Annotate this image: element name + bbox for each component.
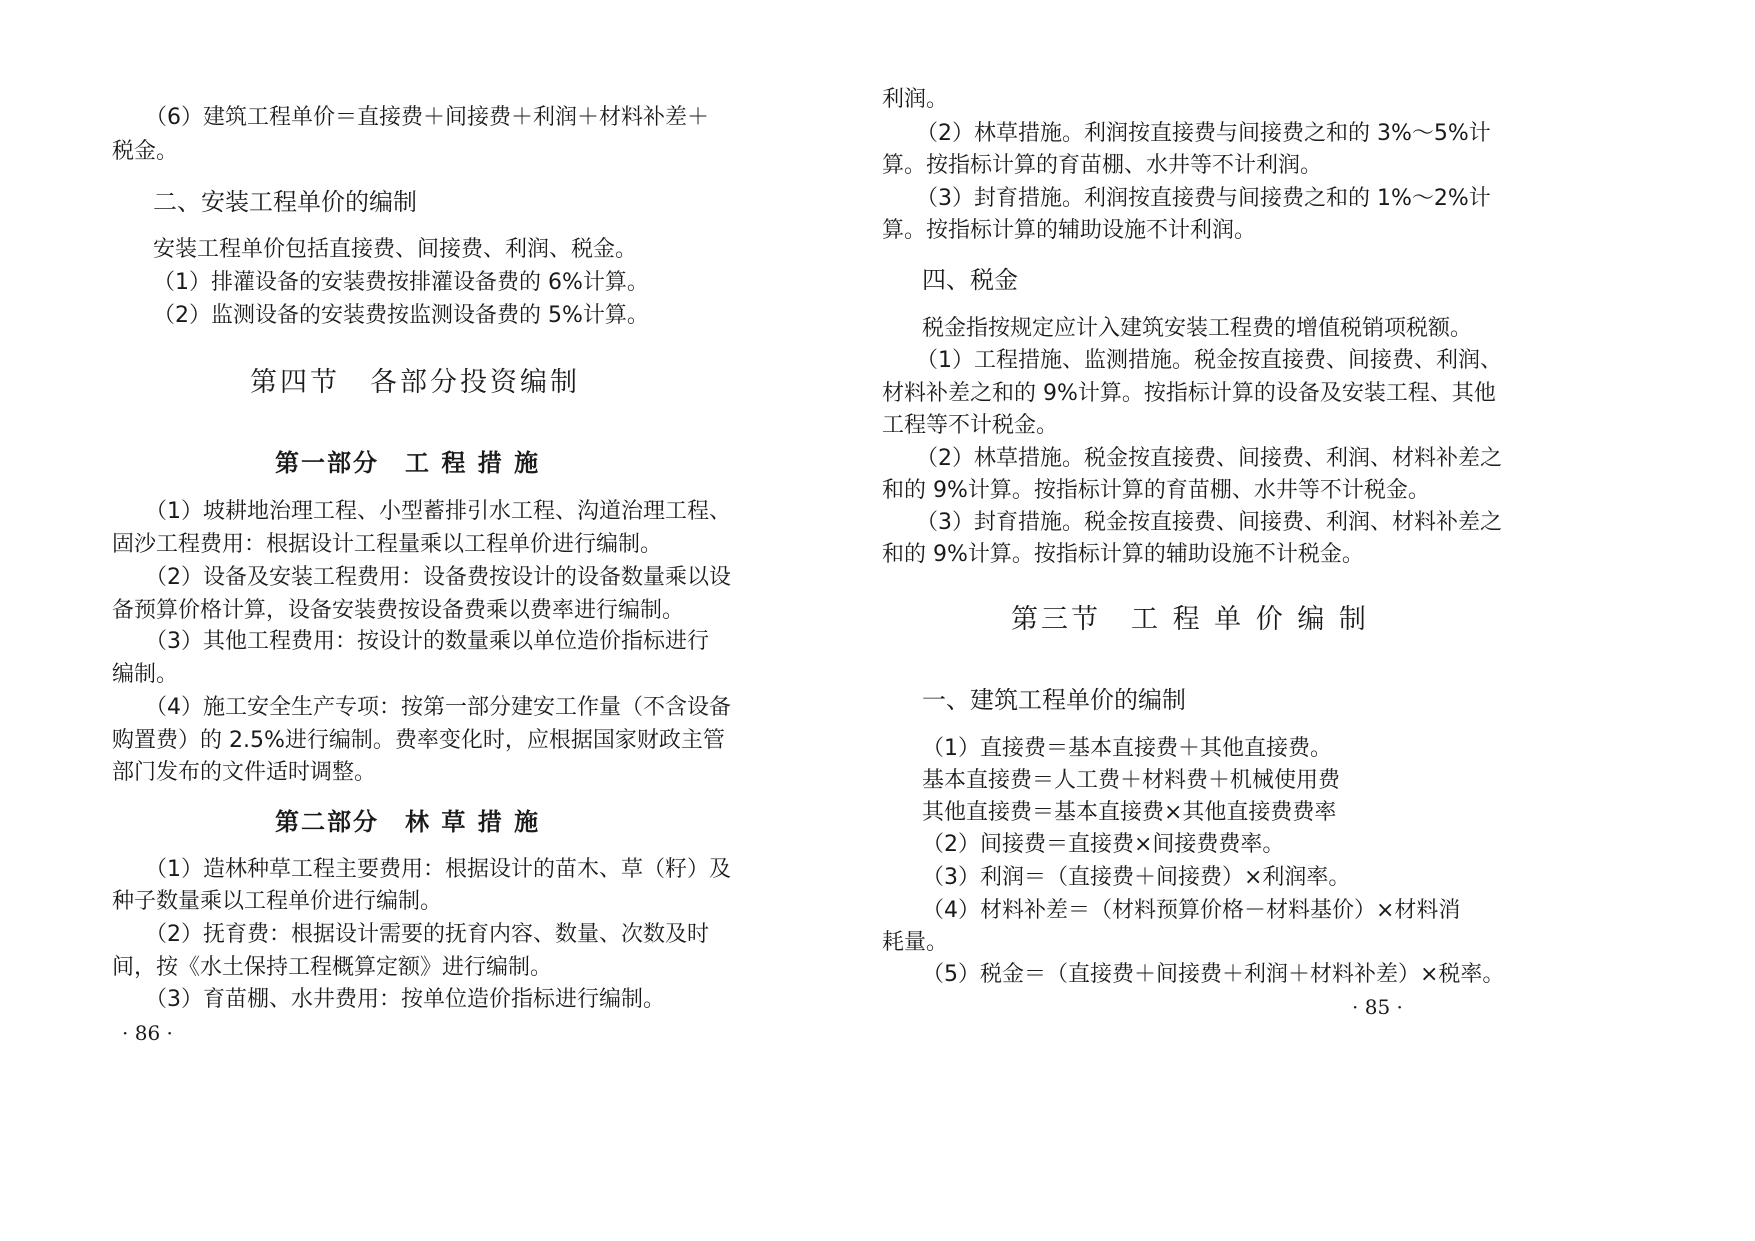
- part2-item1-line1: （1）造林种草工程主要费用：根据设计的苗木、草（籽）及: [145, 857, 731, 882]
- build-item1: （1）直接费＝基本直接费＋其他直接费。: [922, 736, 1332, 761]
- build-other-direct: 其他直接费＝基本直接费×其他直接费费率: [922, 800, 1337, 825]
- install-heading: 二、安装工程单价的编制: [153, 188, 417, 216]
- part-two-title: 第二部分 林 草 措 施: [275, 808, 541, 836]
- profit-continued: 利润。: [882, 87, 949, 112]
- right-page: [878, 0, 1755, 1241]
- section-three-title: 第三节 工 程 单 价 编 制: [1011, 604, 1369, 635]
- install-intro: 安装工程单价包括直接费、间接费、利润、税金。: [153, 237, 638, 262]
- part1-item2-line2: 备预算价格计算，设备安装费按设备费乘以费率进行编制。: [112, 598, 685, 623]
- build-item3: （3）利润＝（直接费＋间接费）×利润率。: [922, 865, 1351, 890]
- part1-item4-line3: 部门发布的文件适时调整。: [112, 760, 377, 785]
- tax-item3-line1: （3）封育措施。税金按直接费、间接费、利润、材料补差之: [916, 510, 1502, 535]
- build-heading: 一、建筑工程单价的编制: [922, 686, 1186, 714]
- part1-item1-line2: 固沙工程费用：根据设计工程量乘以工程单价进行编制。: [112, 532, 663, 557]
- install-item1: （1）排灌设备的安装费按排灌设备费的 6%计算。: [153, 270, 649, 295]
- part1-item2-line1: （2）设备及安装工程费用：设备费按设计的设备数量乘以设: [145, 565, 731, 590]
- part1-item3-line2: 编制。: [112, 662, 179, 687]
- part2-item2-line2: 间，按《水土保持工程概算定额》进行编制。: [112, 955, 553, 980]
- build-item2: （2）间接费＝直接费×间接费费率。: [922, 832, 1285, 857]
- part2-item1-line2: 种子数量乘以工程单价进行编制。: [112, 889, 443, 914]
- build-basic-direct: 基本直接费＝人工费＋材料费＋机械使用费: [922, 768, 1341, 793]
- part-one-title: 第一部分 工 程 措 施: [275, 449, 541, 477]
- part2-item2-line1: （2）抚育费：根据设计需要的抚育内容、数量、次数及时: [145, 922, 709, 947]
- profit-item2-line1: （2）林草措施。利润按直接费与间接费之和的 3%～5%计: [916, 121, 1491, 146]
- page-number-left: · 86 ·: [122, 1021, 173, 1045]
- build-item4-line1: （4）材料补差＝（材料预算价格－材料基价）×材料消: [922, 898, 1461, 923]
- part1-item3-line1: （3）其他工程费用：按设计的数量乘以单位造价指标进行: [145, 629, 709, 654]
- profit-item2-line2: 算。按指标计算的育苗棚、水井等不计利润。: [882, 153, 1323, 178]
- part2-item3-line1: （3）育苗棚、水井费用：按单位造价指标进行编制。: [145, 987, 665, 1012]
- section-four-title: 第四节 各部分投资编制: [250, 367, 580, 398]
- tax-item1-line3: 工程等不计税金。: [882, 413, 1059, 438]
- item6-line2: 税金。: [112, 139, 179, 164]
- profit-item3-line1: （3）封育措施。利润按直接费与间接费之和的 1%～2%计: [916, 186, 1491, 211]
- part1-item4-line1: （4）施工安全生产专项：按第一部分建安工作量（不含设备: [145, 695, 731, 720]
- tax-item1-line1: （1）工程措施、监测措施。税金按直接费、间接费、利润、: [916, 348, 1502, 373]
- part1-item4-line2: 购置费）的 2.5%进行编制。费率变化时，应根据国家财政主管: [112, 728, 725, 753]
- tax-item1-line2: 材料补差之和的 9%计算。按指标计算的设备及安装工程、其他: [882, 381, 1496, 406]
- tax-heading: 四、税金: [922, 266, 1018, 294]
- build-item5: （5）税金＝（直接费＋间接费＋利润＋材料补差）×税率。: [922, 962, 1505, 987]
- profit-item3-line2: 算。按指标计算的辅助设施不计利润。: [882, 218, 1257, 243]
- tax-item3-line2: 和的 9%计算。按指标计算的辅助设施不计税金。: [882, 542, 1364, 567]
- tax-item2-line1: （2）林草措施。税金按直接费、间接费、利润、材料补差之: [916, 446, 1502, 471]
- item6-line1: （6）建筑工程单价＝直接费＋间接费＋利润＋材料补差＋: [145, 105, 709, 130]
- part1-item1-line1: （1）坡耕地治理工程、小型蓄排引水工程、沟道治理工程、: [145, 499, 731, 524]
- build-item4-line2: 耗量。: [882, 930, 949, 955]
- tax-intro: 税金指按规定应计入建筑安装工程费的增值税销项税额。: [922, 316, 1473, 341]
- page-number-right: · 85 ·: [1352, 995, 1403, 1019]
- install-item2: （2）监测设备的安装费按监测设备费的 5%计算。: [153, 303, 649, 328]
- tax-item2-line2: 和的 9%计算。按指标计算的育苗棚、水井等不计税金。: [882, 478, 1430, 503]
